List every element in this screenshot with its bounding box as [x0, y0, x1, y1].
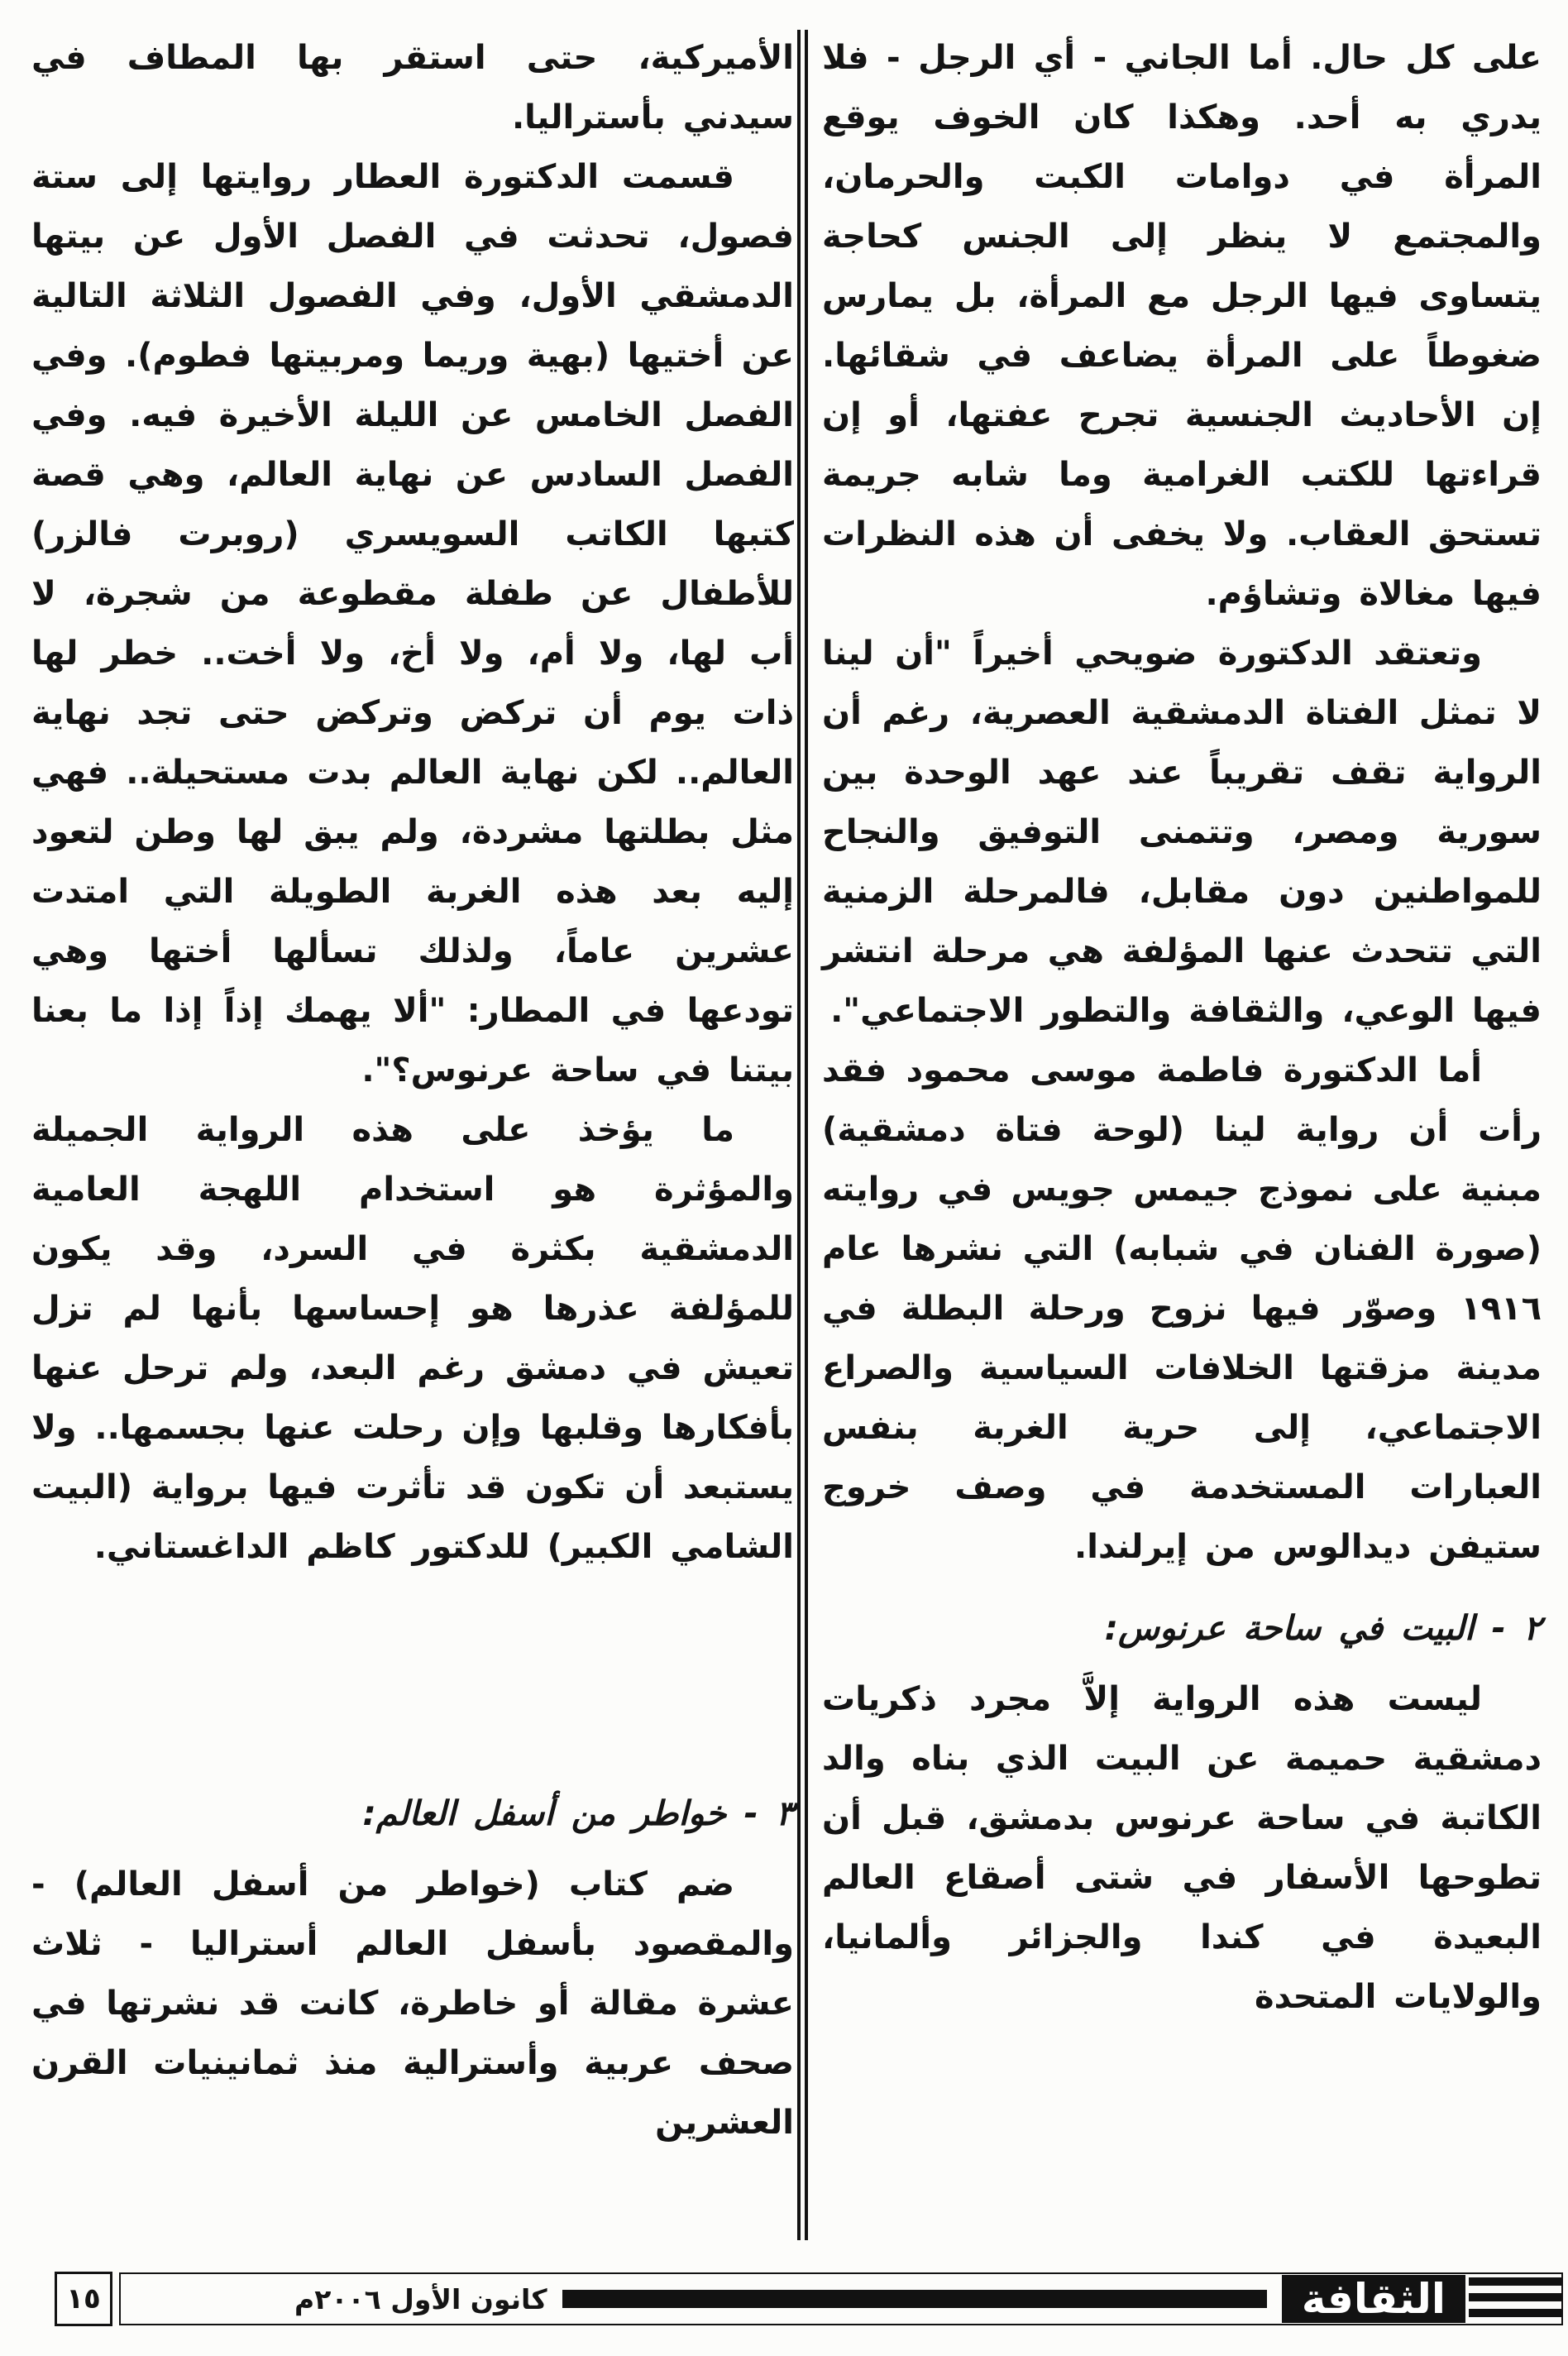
column-divider-rule	[797, 30, 808, 2240]
paragraph: وتعتقد الدكتورة ضويحي أخيراً "أن لينا لا تمثل الفتاة الدمشقية العصرية، رغم أن الرواية تقف تقريباً عند عهد الوحدة بين سورية ومصر، وتتمنى التوفيق والنجاح للمواطنين دون مقابل، فالمرحلة الزمنية التي تتحدث عنها المؤلفة هي مرحلة انتشر فيها الوعي، والثقافة والتطور الاجتماعي".	[822, 634, 1542, 1030]
issue-date: كانون الأول ٢٠٠٦م	[294, 2282, 547, 2315]
section-heading-3: ٣ - خواطر من أسفل العالم:	[362, 1793, 794, 1833]
paragraph: قسمت الدكتورة العطار روايتها إلى ستة فصول، تحدثت في الفصل الأول عن بيتها الدمشقي الأول، وفي الفصول الثلاثة التالية عن أختيها (بهية وريما ومربيتها فطوم). وفي الفصل الخامس عن الليلة الأخيرة فيه. وفي الفصل السادس عن نهاية العالم، وهي قصة كتبها الكاتب السويسري (روبرت فالزر) للأطفال عن طفلة مقطوعة من شجرة، لا أب لها، ولا أم، ولا أخ، ولا أخت.. خطر لها ذات يوم أن تركض وتركض حتى تجد نهاية العالم.. لكن نهاية العالم بدت مستحيلة.. فهي مثل بطلتها مشردة، ولم يبق لها وطن لتعود إليه بعد هذه الغربة الطويلة التي امتدت عشرين عاماً، ولذلك تسألها أختها وهي تودعها في المطار: "ألا يهمك إذاً إذا ما بعنا بيتنا في ساحة عرنوس؟".	[31, 158, 794, 1089]
paragraph: ضم كتاب (خواطر من أسفل العالم) - والمقصود بأسفل العالم أستراليا - ثلاث عشرة مقالة أو خاطرة، كانت قد نشرتها في صحف عربية وأسترالية منذ ثمانينيات القرن العشرين	[31, 1865, 794, 2142]
page-number-box	[55, 2272, 112, 2326]
paragraph: الأميركية، حتى استقر بها المطاف في سيدني بأستراليا.	[31, 39, 794, 136]
footer	[55, 2270, 1563, 2328]
footer-rule-bar	[562, 2290, 1267, 2308]
logo-stripes-decoration	[1469, 2277, 1561, 2320]
paragraph: على كل حال. أما الجاني - أي الرجل - فلا يدري به أحد. وهكذا كان الخوف يوقع المرأة في دوامات الكبت والحرمان، والمجتمع لا ينظر إلى الجنس كحاجة يتساوى فيها الرجل مع المرأة، بل يمارس ضغوطاً على المرأة يضاعف في شقائها. إن الأحاديث الجنسية تجرح عفتها، أو إن قراءتها للكتب الغرامية وما شابه جريمة تستحق العقاب. ولا يخفى أن هذه النظرات فيها مغالاة وتشاؤم.	[822, 39, 1542, 613]
magazine-title: الثقافة	[1301, 2275, 1446, 2323]
footer-frame	[119, 2272, 1563, 2325]
magazine-logo	[1282, 2275, 1465, 2323]
paragraph: ما يؤخذ على هذه الرواية الجميلة والمؤثرة هو استخدام اللهجة العامية الدمشقية بكثرة في السرد، وقد يكون للمؤلفة عذرها هو إحساسها بأنها لم تزل تعيش في دمشق رغم البعد، ولم ترحل عنها بأفكارها وقلبها وإن رحلت عنها بجسمها.. ولا يستبعد أن تكون قد تأثرت فيها برواية (البيت الشامي الكبير) للدكتور كاظم الداغستاني.	[31, 1111, 794, 1566]
column-left	[31, 28, 794, 2152]
column-right	[822, 28, 1542, 2027]
section-heading-2: ٢ - البيت في ساحة عرنوس:	[1104, 1608, 1542, 1648]
paragraph: أما الدكتورة فاطمة موسى محمود فقد رأت أن رواية لينا (لوحة فتاة دمشقية) مبنية على نموذج جيمس جويس في روايته (صورة الفنان في شبابه) التي نشرها عام ١٩١٦ وصوّر فيها نزوح ورحلة البطلة في مدينة مزقتها الخلافات السياسية والصراع الاجتماعي، إلى حرية الغربة بنفس العبارات المستخدمة في وصف خروج ستيفن ديدالوس من إيرلندا.	[822, 1051, 1542, 1566]
page-number: ١٥	[66, 2282, 101, 2315]
paragraph: ليست هذه الرواية إلاَّ مجرد ذكريات دمشقية حميمة عن البيت الذي بناه والد الكاتبة في ساحة عرنوس بدمشق، قبل أن تطوحها الأسفار في شتى أصقاع العالم البعيدة في كندا والجزائر وألمانيا، والولايات المتحدة	[822, 1680, 1542, 2016]
